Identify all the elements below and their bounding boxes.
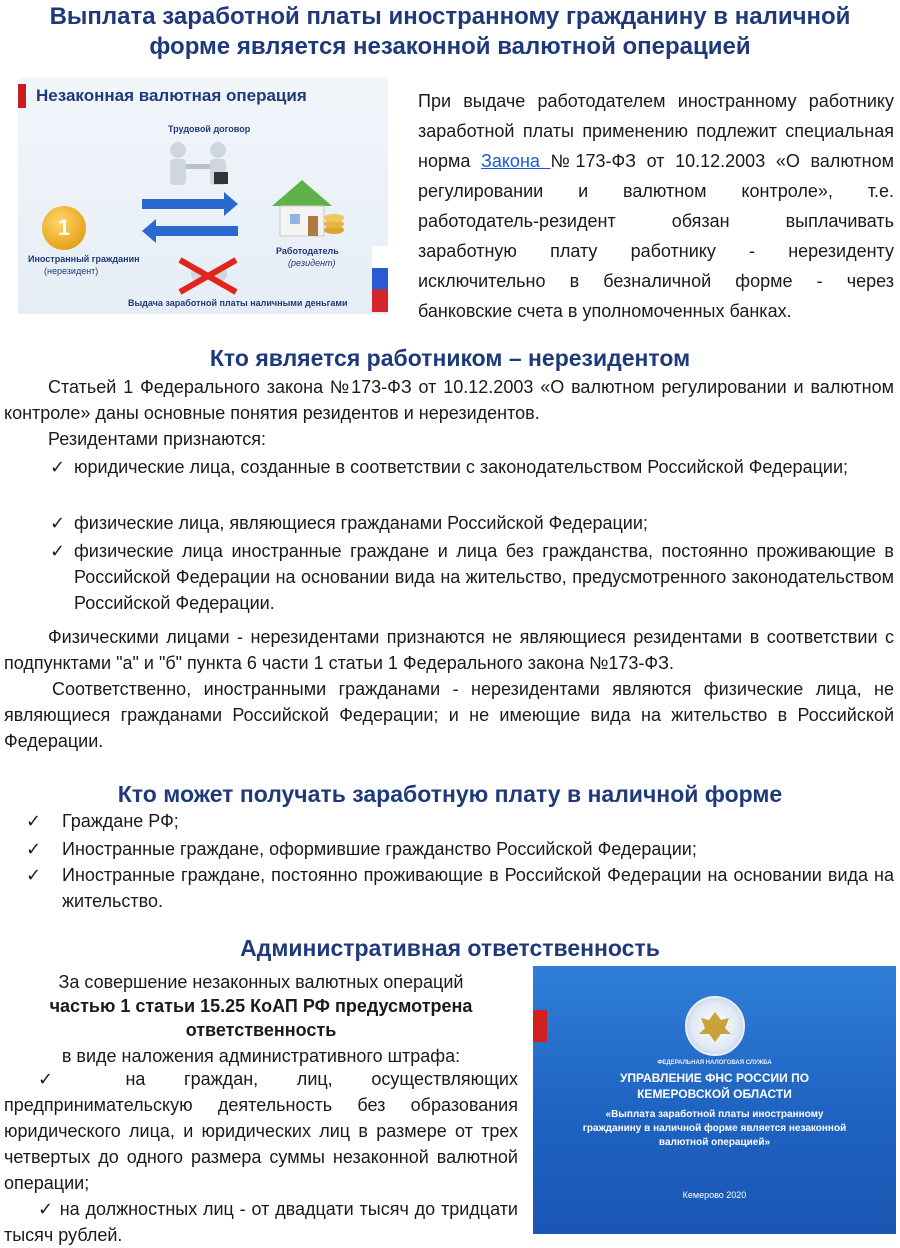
fns-org-name: УПРАВЛЕНИЕ ФНС РОССИИ ПО КЕМЕРОВСКОЙ ОБЛАСТИ xyxy=(619,1071,810,1101)
cash-payment-label: Выдача заработной платы наличными деньгами xyxy=(128,298,348,308)
intro-text-after: №173-ФЗ от 10.12.2003 «О валютном регулировании и валютном контроле», т.е. работодатель-резидент обязан выплачивать заработную плату работнику - нерезиденту исключительно в безналичной форме - через банковские счета в уполномоченных банках. xyxy=(418,151,894,321)
check-icon: ✓ xyxy=(26,865,42,885)
residents-intro: Резидентами признаются: xyxy=(48,429,266,449)
arrow-left-icon xyxy=(154,226,238,236)
fns-slide-image xyxy=(533,966,896,1234)
resident-item-1-text: юридические лица, созданные в соответствии с законодательством Российской Федерации; xyxy=(74,457,848,477)
intro-text-before: При выдаче работодателем иностранному работнику заработной платы применению подлежит специальная норма xyxy=(418,91,894,171)
slide-footer: Кемерово 2020 xyxy=(682,1190,747,1200)
liability-item-2 xyxy=(4,1196,518,1248)
page-title xyxy=(0,2,900,62)
cash-item-3-text: Иностранные граждане, постоянно проживающие в Российской Федерации на основании вида на жительство. xyxy=(62,865,894,911)
red-accent-bar xyxy=(18,84,26,108)
check-icon: ✓ xyxy=(26,839,42,859)
illegal-operation-illustration xyxy=(18,78,388,314)
check-icon: ✓ xyxy=(38,1069,87,1089)
check-icon: ✓ xyxy=(26,811,42,831)
liability-item-2-text: на должностных лиц - от двадцати тысяч до тридцати тысяч рублей. xyxy=(4,1199,518,1245)
slide-subtitle: «Выплата заработной платы иностранному гражданину в наличной форме является незаконной валютной операцией» xyxy=(582,1109,847,1148)
intro-paragraph xyxy=(418,86,894,326)
liability-line-2: в виде наложения административного штрафа: xyxy=(61,1046,461,1066)
check-icon: ✓ xyxy=(38,1199,54,1219)
red-accent-bar xyxy=(533,1010,547,1042)
liability-bold-1: частью 1 статьи 15.25 КоАП РФ предусмотрена xyxy=(49,996,473,1016)
illustration-heading: Незаконная валютная операция xyxy=(36,86,307,105)
liability-item-1-text: на граждан, лиц, осуществляющих предпринимательскую деятельность без образования юридического лица, и юридических лиц в размере от трех четвертых до одного размера суммы незаконной валютной операции; xyxy=(4,1069,518,1193)
employer-label: Работодатель xyxy=(276,246,339,256)
cash-item-1 xyxy=(26,808,894,834)
coin-icon: 1 xyxy=(42,206,86,250)
contract-label: Трудовой договор xyxy=(168,124,251,134)
fns-emblem-icon xyxy=(685,996,745,1056)
eagle-icon xyxy=(687,998,743,1054)
liability-block xyxy=(4,970,518,1068)
section-liability-heading: Административная ответственность xyxy=(240,935,660,961)
liability-bold-2: ответственность xyxy=(185,1020,337,1040)
liability-item-1 xyxy=(4,1066,518,1196)
section1-paragraph-1: Статьей 1 Федерального закона №173-ФЗ от 10.12.2003 «О валютном регулировании и валютном контроле» даны основные понятия резидентов и нерезидентов. xyxy=(4,377,894,423)
section-cash-salary-heading: Кто может получать заработную плату в наличной форме xyxy=(117,781,783,807)
title-line-1: Выплата заработной платы иностранному гражданину в наличной xyxy=(49,3,851,30)
emblem-text: ФЕДЕРАЛЬНАЯ НАЛОГОВАЯ СЛУЖБА xyxy=(657,1060,772,1066)
cash-item-3 xyxy=(26,862,894,914)
employer-sub: (резидент) xyxy=(288,258,336,268)
arrow-right-icon xyxy=(142,199,226,209)
cash-item-1-text: Граждане РФ; xyxy=(62,811,179,831)
cash-item-2 xyxy=(26,836,894,862)
liability-line-1: За совершение незаконных валютных операций xyxy=(58,972,464,992)
resident-item-3 xyxy=(50,538,894,616)
resident-item-3-text: физические лица иностранные граждане и лица без гражданства, постоянно проживающие в Российской Федерации на основании вида на жительство, предусмотренного законодательством Российской Федерации. xyxy=(74,541,894,613)
section1-paragraph-2: Физическими лицами - нерезидентами признаются не являющиеся резидентами в соответствии с подпунктами "а" и "б" пункта 6 части 1 статьи 1 Федерального закона №173-ФЗ. xyxy=(4,627,894,673)
flag-stripe xyxy=(372,246,388,312)
resident-item-1 xyxy=(50,454,894,480)
section1-paragraph-3: Соответственно, иностранными гражданами - нерезидентами являются физические лица, не являющиеся гражданами Российской Федерации; и не имеющие вида на жительство в Российской Федерации. xyxy=(4,679,894,751)
cross-cash-icon xyxy=(176,256,240,296)
house-money-icon xyxy=(264,176,348,242)
section-nonresident-heading: Кто является работником – нерезидентом xyxy=(209,345,691,371)
check-icon: ✓ xyxy=(50,513,66,533)
handshake-icon xyxy=(158,140,238,190)
resident-item-2-text: физические лица, являющиеся гражданами Российской Федерации; xyxy=(74,513,648,533)
check-icon: ✓ xyxy=(50,457,66,477)
cash-item-2-text: Иностранные граждане, оформившие гражданство Российской Федерации; xyxy=(62,839,697,859)
title-line-2: форме является незаконной валютной операцией xyxy=(149,33,751,60)
law-link[interactable]: Закона xyxy=(480,151,551,171)
check-icon: ✓ xyxy=(50,541,66,561)
foreign-citizen-sub: (нерезидент) xyxy=(44,266,99,276)
foreign-citizen-label: Иностранный гражданин xyxy=(28,254,140,264)
resident-item-2 xyxy=(50,510,894,536)
